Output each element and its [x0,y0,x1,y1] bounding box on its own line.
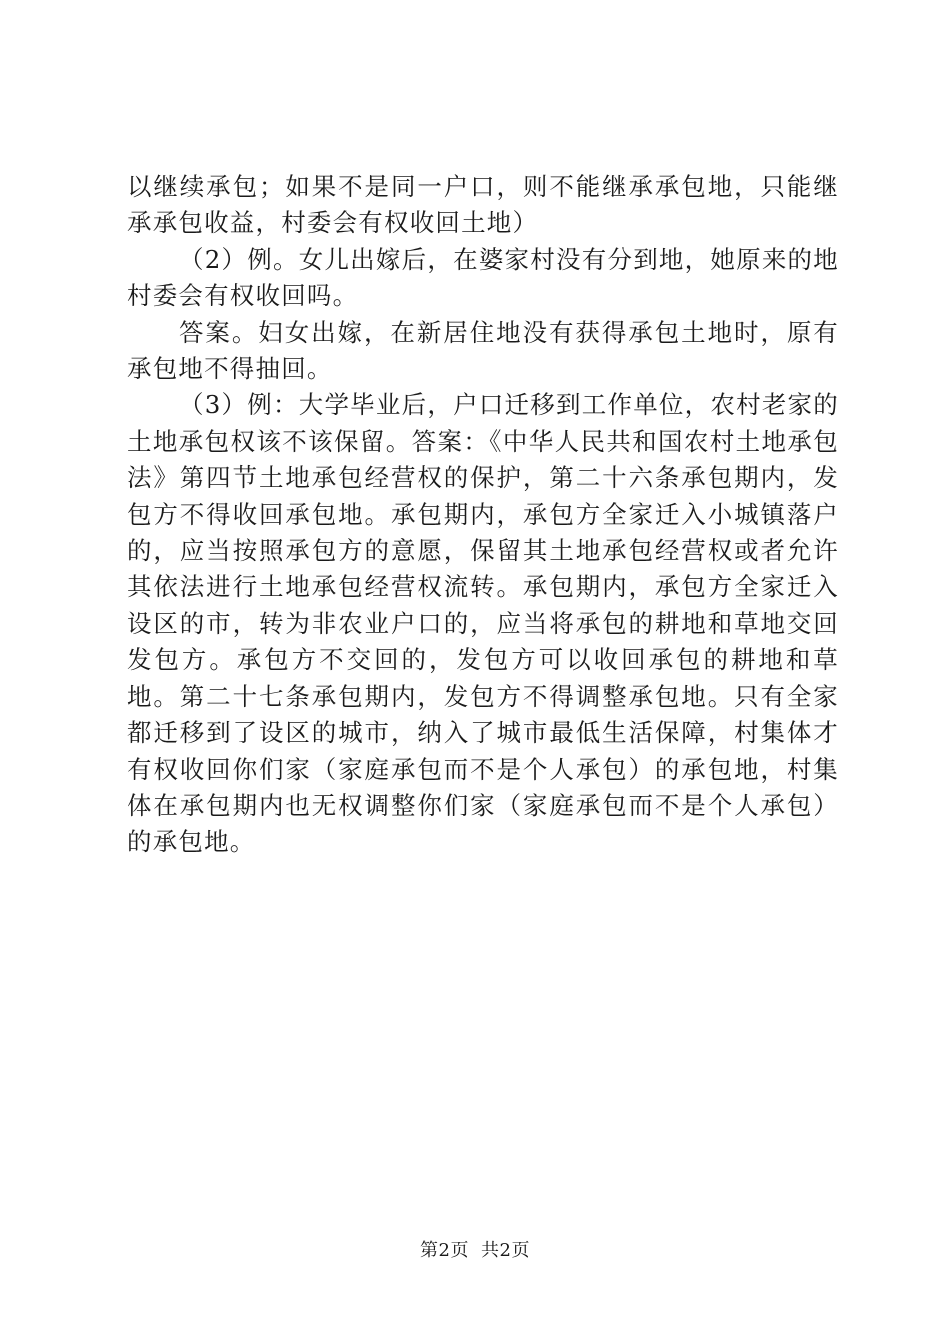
paragraph-example-3: （3）例：大学毕业后，户口迁移到工作单位，农村老家的土地承包权该不该保留。答案：《中华人民共和国农村土地承包法》第四节土地承包经营权的保护，第二十六条承包期内，发包方不得收回承包地。承包期内，承包方全家迁入小城镇落户的，应当按照承包方的意愿，保留其土地承包经营权或者允许其依法进行土地承包经营权流转。承包期内，承包方全家迁入设区的市，转为非农业户口的，应当将承包的耕地和草地交回发包方。承包方不交回的，发包方可以收回承包的耕地和草地。第二十七条承包期内，发包方不得调整承包地。只有全家都迁移到了设区的城市，纳入了城市最低生活保障，村集体才有权收回你们家（家庭承包而不是个人承包）的承包地，村集体在承包期内也无权调整你们家（家庭承包而不是个人承包）的承包地。 [127,390,839,857]
page-footer [0,1239,950,1263]
page-number: 第2页 [420,1240,469,1261]
paragraph-continuation: 以继续承包；如果不是同一户口，则不能继承承包地，只能继承承包收益，村委会有权收回土地） [127,172,839,238]
page-total: 共2页 [481,1240,530,1261]
document-body [127,169,839,861]
paragraph-example-2: （2）例。女儿出嫁后，在婆家村没有分到地，她原来的地村委会有权收回吗。 [127,244,839,311]
paragraph-answer-2: 答案。妇女出嫁，在新居住地没有获得承包土地时，原有承包地不得抽回。 [127,317,839,384]
